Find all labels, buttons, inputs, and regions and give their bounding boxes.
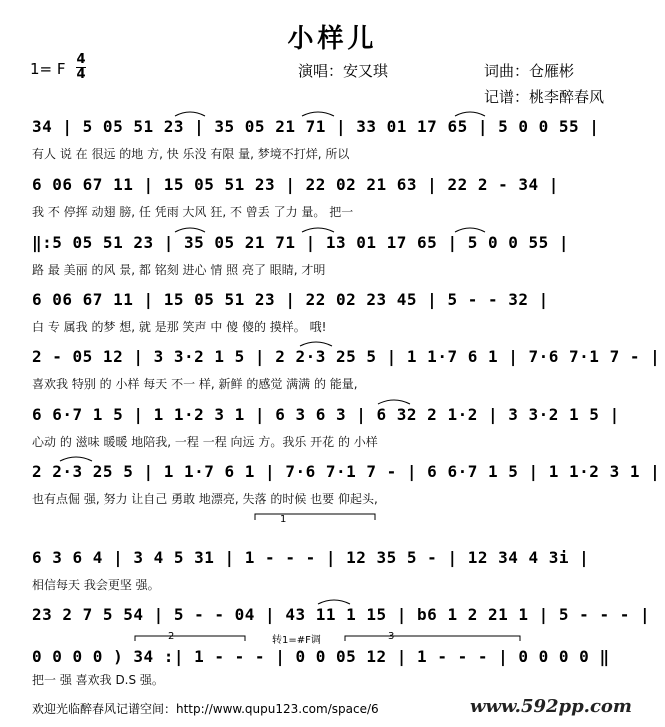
score-row-notes: ‖:5 05 51 23 | 35 05 21 71 | 13 01 17 65 | 5 0 0 55 | — [32, 233, 570, 252]
score-row-lyrics: 把一 强 喜欢我 D.S 强。 — [32, 673, 164, 687]
score-row-notes: 6 6·7 1 5 | 1 1·2 3 1 | 6 3 6 3 | 6 32 2 1·2 | 3 3·2 1 5 | — [32, 405, 620, 424]
score-row-lyrics: 相信每天 我会更坚 强。 — [32, 578, 160, 592]
volta-label-3: 3 — [388, 631, 395, 642]
site-watermark: www.592pp.com — [470, 696, 632, 717]
time-signature-bottom: 4 — [76, 67, 86, 82]
score-row-lyrics: 白 专 属我 的梦 想, 就 是那 笑声 中 傻 傻的 摸样。 哦! — [32, 320, 327, 334]
modulation-label: 转1=#F调 — [272, 635, 321, 646]
score-row-lyrics: 路 最 美丽 的风 景, 都 铭刻 进心 情 照 亮了 眼睛, 才明 — [32, 263, 326, 277]
score-row-notes: 6 3 6 4 | 3 4 5 31 | 1 - - - | 12 35 5 - | 12 34 4 3i | — [32, 548, 590, 567]
time-signature-top: 4 — [76, 52, 86, 67]
score-row-notes: 34 | 5 05 51 23 | 35 05 21 71 | 33 01 17 65 | 5 0 0 55 | — [32, 117, 600, 136]
score-row-lyrics: 也有点倔 强, 努力 让自己 勇敢 地漂亮, 失落 的时候 也要 仰起头, — [32, 492, 378, 506]
lyricist-credit: 词曲：仓雁彬 — [484, 62, 575, 80]
score-row-notes: 2 - 05 12 | 3 3·2 1 5 | 2 2·3 25 5 | 1 1·7 6 1 | 7·6 7·1 7 - | — [32, 347, 661, 366]
score-row-lyrics: 喜欢我 特别 的 小样 每天 不一 样, 新鲜 的感觉 满满 的 能量, — [32, 377, 358, 391]
transcriber-credit: 记谱：桃李醉春风 — [484, 88, 605, 106]
score-row-notes: 6 06 67 11 | 15 05 51 23 | 22 02 23 45 | 5 - - 32 | — [32, 290, 549, 309]
volta-label-2: 2 — [168, 631, 175, 642]
score-row-lyrics: 我 不 停挥 动翅 膀, 任 凭雨 大风 狂, 不 曾丢 了力 量。 把一 — [32, 205, 354, 219]
score-row-notes: 0 0 0 0 ) 34 :| 1 - - - | 0 0 05 12 | 1 - - - | 0 0 0 0 ‖ — [32, 647, 610, 666]
score-row-notes: 2 2·3 25 5 | 1 1·7 6 1 | 7·6 7·1 7 - | 6 6·7 1 5 | 1 1·2 3 1 | — [32, 462, 661, 481]
footer-text: 欢迎光临醉春风记谱空间：http://www.qupu123.com/space/6 — [32, 702, 379, 716]
volta-label-1: 1 — [280, 514, 287, 525]
score-row-notes: 6 06 67 11 | 15 05 51 23 | 22 02 21 63 | 22 2 - 34 | — [32, 175, 559, 194]
score-row-notes: 23 2 7 5 54 | 5 - - 04 | 43 11 1 15 | b6 1 2 21 1 | 5 - - - | — [32, 605, 651, 624]
singer-credit: 演唱：安又琪 — [298, 62, 389, 80]
song-title: 小样儿 — [287, 24, 378, 54]
score-row-lyrics: 心动 的 滋味 暖暖 地陪我, 一程 一程 向远 方。我乐 开花 的 小样 — [32, 435, 378, 449]
score-row-lyrics: 有人 说 在 很远 的地 方, 快 乐没 有限 量, 梦境不打烊, 所以 — [32, 147, 350, 161]
key-signature: 1= F — [30, 60, 66, 78]
